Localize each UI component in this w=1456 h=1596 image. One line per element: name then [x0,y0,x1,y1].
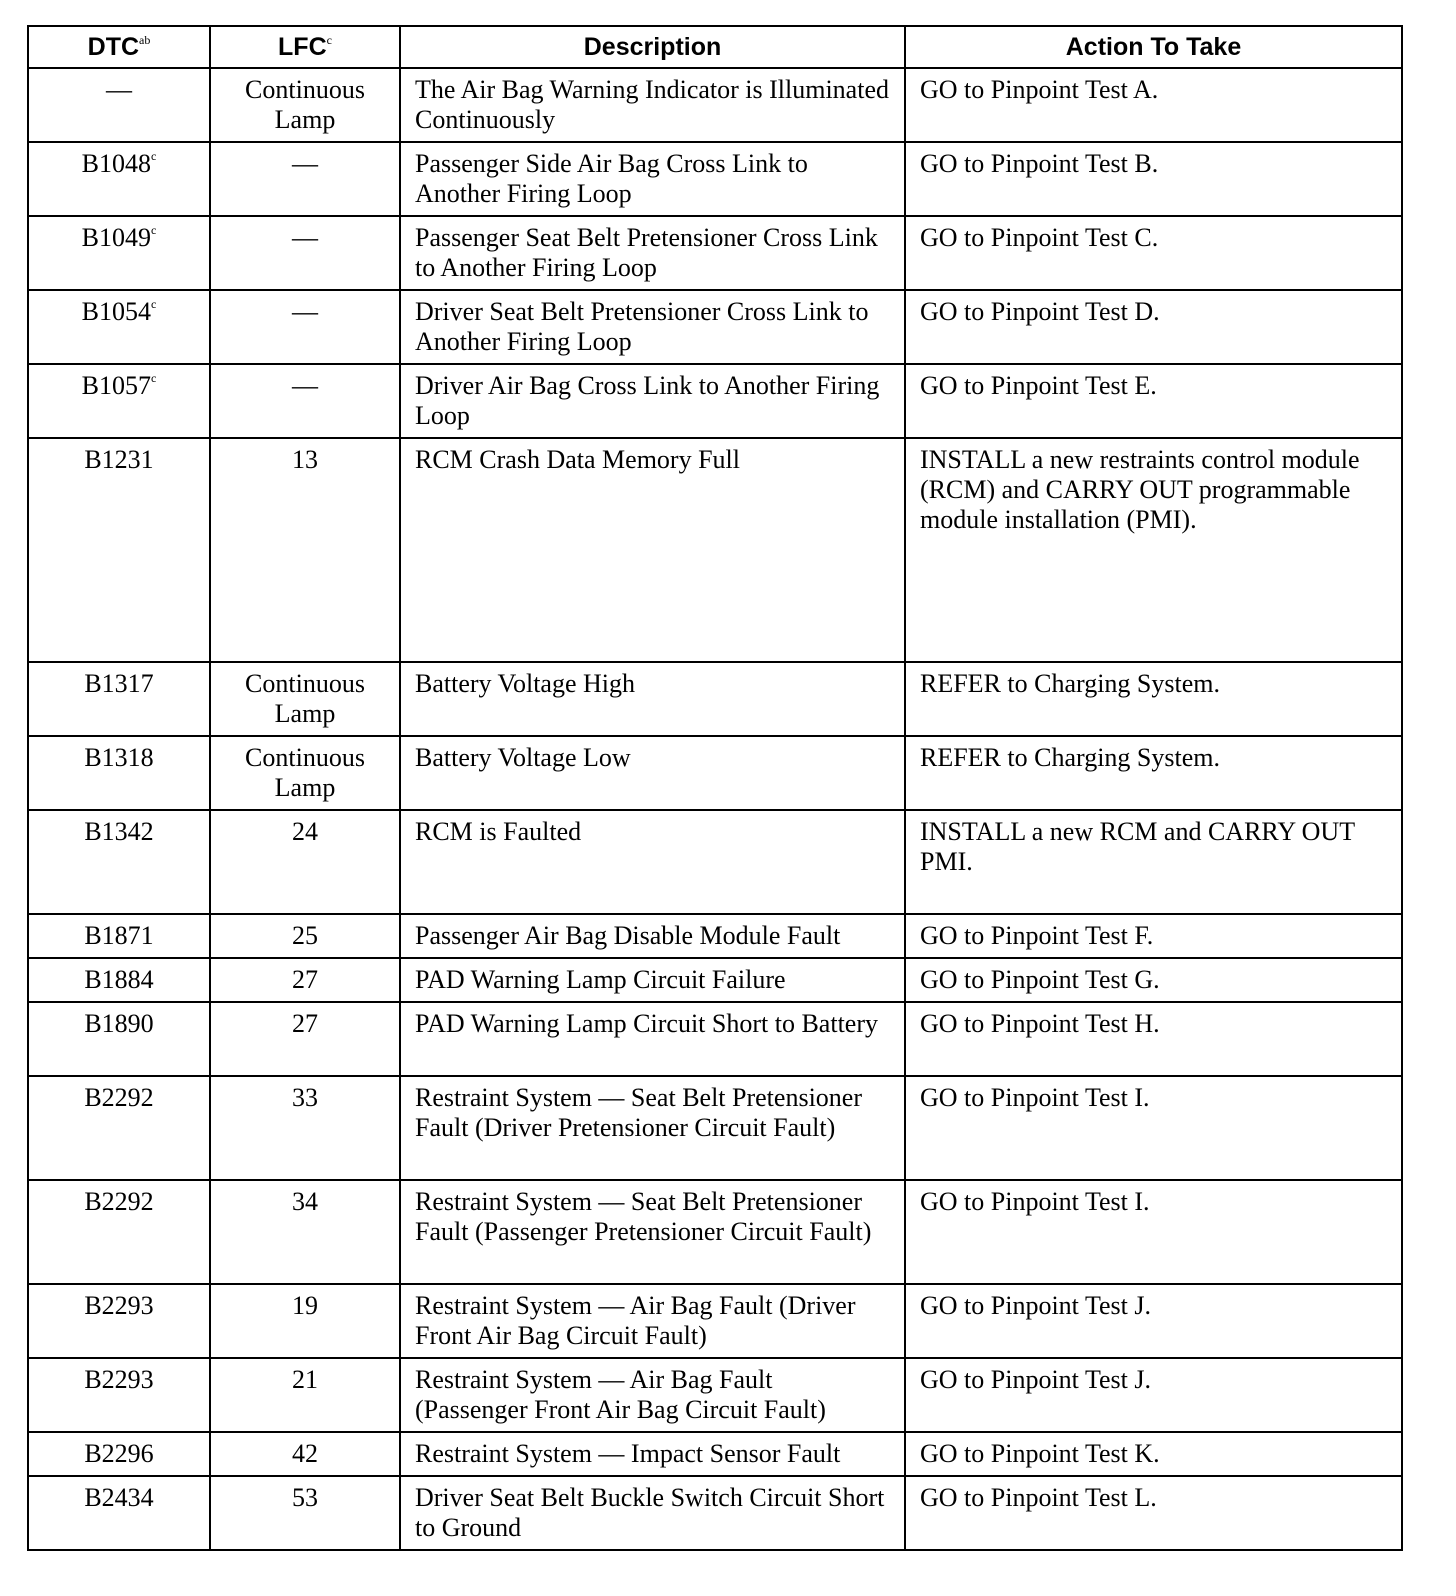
dtc-footnote: c [151,149,157,164]
header-description: Description [400,26,905,68]
description-cell: Passenger Side Air Bag Cross Link to Another Firing Loop [400,142,905,216]
description-cell: Restraint System — Seat Belt Pretensioner Fault (Driver Pretensioner Circuit Fault) [400,1076,905,1180]
action-cell: GO to Pinpoint Test I. [905,1180,1402,1284]
header-lfc [210,26,400,68]
dtc-cell [28,736,210,810]
action-cell: INSTALL a new restraints control module (RCM) and CARRY OUT programmable module installation (PMI). [905,438,1402,662]
dtc-cell [28,1180,210,1284]
dtc-footnote: c [151,223,157,238]
action-cell: GO to Pinpoint Test D. [905,290,1402,364]
description-cell: Driver Seat Belt Buckle Switch Circuit Short to Ground [400,1476,905,1550]
dtc-cell [28,1284,210,1358]
description-cell: Restraint System — Seat Belt Pretensioner Fault (Passenger Pretensioner Circuit Fault) [400,1180,905,1284]
description-cell: Passenger Seat Belt Pretensioner Cross Link to Another Firing Loop [400,216,905,290]
header-lfc-footnote: c [326,32,332,47]
action-cell: INSTALL a new RCM and CARRY OUT PMI. [905,810,1402,914]
dtc-cell [28,958,210,1002]
dtc-footnote: c [151,297,157,312]
action-cell: GO to Pinpoint Test E. [905,364,1402,438]
dtc-code: B1049 [81,223,151,252]
dtc-code: B1317 [84,669,154,698]
dtc-cell [28,1358,210,1432]
header-lfc-label: LFC [278,33,327,61]
description-cell: Driver Air Bag Cross Link to Another Firing Loop [400,364,905,438]
lfc-cell: 42 [210,1432,400,1476]
dtc-code: B1231 [84,445,154,474]
action-cell: GO to Pinpoint Test B. [905,142,1402,216]
dtc-code: B1884 [84,965,154,994]
table-row [28,1432,1402,1476]
table-row [28,958,1402,1002]
description-cell: Driver Seat Belt Pretensioner Cross Link to Another Firing Loop [400,290,905,364]
action-cell: GO to Pinpoint Test I. [905,1076,1402,1180]
action-cell: REFER to Charging System. [905,662,1402,736]
lfc-cell: — [210,142,400,216]
table-row [28,216,1402,290]
lfc-cell: — [210,216,400,290]
action-cell: REFER to Charging System. [905,736,1402,810]
action-cell: GO to Pinpoint Test K. [905,1432,1402,1476]
action-cell: GO to Pinpoint Test J. [905,1284,1402,1358]
header-dtc-label: DTC [87,33,140,61]
dtc-cell [28,68,210,142]
table-header-row [28,26,1402,68]
dtc-cell [28,1476,210,1550]
dtc-code: B1057 [81,371,151,400]
header-dtc-footnote: ab [139,32,151,47]
table-row [28,290,1402,364]
dtc-cell [28,662,210,736]
description-cell: RCM Crash Data Memory Full [400,438,905,662]
dtc-code: B1054 [81,297,151,326]
table-row [28,1002,1402,1076]
action-cell: GO to Pinpoint Test L. [905,1476,1402,1550]
description-cell: RCM is Faulted [400,810,905,914]
action-cell: GO to Pinpoint Test F. [905,914,1402,958]
dtc-cell [28,438,210,662]
table-row [28,364,1402,438]
dtc-cell [28,1002,210,1076]
lfc-cell: 27 [210,958,400,1002]
table-row [28,914,1402,958]
dtc-code: B1318 [84,743,154,772]
action-cell: GO to Pinpoint Test A. [905,68,1402,142]
description-cell: Restraint System — Air Bag Fault (Driver Front Air Bag Circuit Fault) [400,1284,905,1358]
header-action: Action To Take [905,26,1402,68]
dtc-code: B1342 [84,817,154,846]
table-row [28,68,1402,142]
lfc-cell: Continuous Lamp [210,662,400,736]
lfc-cell: 53 [210,1476,400,1550]
lfc-cell: 13 [210,438,400,662]
action-cell: GO to Pinpoint Test H. [905,1002,1402,1076]
dtc-code: B1890 [84,1009,154,1038]
description-cell: PAD Warning Lamp Circuit Failure [400,958,905,1002]
lfc-cell: Continuous Lamp [210,736,400,810]
description-cell: Passenger Air Bag Disable Module Fault [400,914,905,958]
lfc-cell: 19 [210,1284,400,1358]
description-cell: Restraint System — Air Bag Fault (Passenger Front Air Bag Circuit Fault) [400,1358,905,1432]
lfc-cell: 24 [210,810,400,914]
lfc-cell: 34 [210,1180,400,1284]
lfc-cell: 33 [210,1076,400,1180]
dtc-code: B2296 [84,1439,154,1468]
dtc-code: — [106,75,132,104]
table-row [28,1284,1402,1358]
dtc-cell [28,914,210,958]
dtc-cell [28,216,210,290]
description-cell: Battery Voltage High [400,662,905,736]
table-row [28,438,1402,662]
dtc-code: B2293 [84,1365,154,1394]
lfc-cell: 27 [210,1002,400,1076]
table-row [28,736,1402,810]
dtc-cell [28,1076,210,1180]
table-row [28,1076,1402,1180]
description-cell: Restraint System — Impact Sensor Fault [400,1432,905,1476]
description-cell: PAD Warning Lamp Circuit Short to Battery [400,1002,905,1076]
table-row [28,1180,1402,1284]
dtc-cell [28,142,210,216]
action-cell: GO to Pinpoint Test G. [905,958,1402,1002]
dtc-code: B2434 [84,1483,154,1512]
table-row [28,142,1402,216]
dtc-cell [28,810,210,914]
table-row [28,662,1402,736]
table-row [28,1476,1402,1550]
dtc-code: B1048 [81,149,151,178]
dtc-cell [28,364,210,438]
action-cell: GO to Pinpoint Test J. [905,1358,1402,1432]
dtc-code: B1871 [84,921,154,950]
dtc-table [27,25,1403,1551]
description-cell: Battery Voltage Low [400,736,905,810]
dtc-footnote: c [151,371,157,386]
header-dtc [28,26,210,68]
dtc-code: B2293 [84,1291,154,1320]
table-row [28,1358,1402,1432]
lfc-cell: 25 [210,914,400,958]
action-cell: GO to Pinpoint Test C. [905,216,1402,290]
lfc-cell: 21 [210,1358,400,1432]
dtc-code: B2292 [84,1083,154,1112]
lfc-cell: — [210,364,400,438]
lfc-cell: Continuous Lamp [210,68,400,142]
dtc-cell [28,290,210,364]
description-cell: The Air Bag Warning Indicator is Illuminated Continuously [400,68,905,142]
table-row [28,810,1402,914]
dtc-cell [28,1432,210,1476]
lfc-cell: — [210,290,400,364]
dtc-code: B2292 [84,1187,154,1216]
